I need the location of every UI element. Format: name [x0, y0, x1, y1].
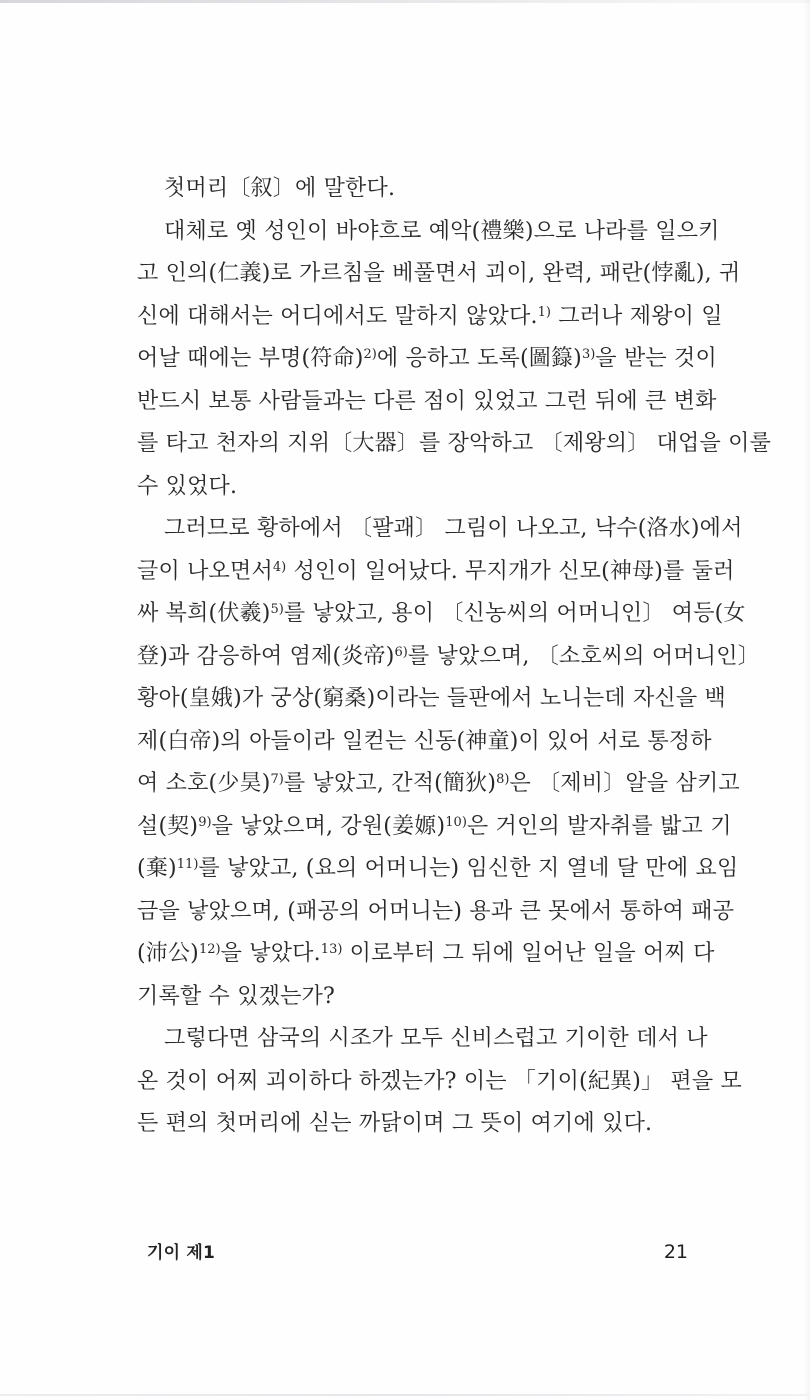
page-footer	[147, 1238, 688, 1263]
footnote-ref: 11)	[176, 857, 199, 872]
text-line: 신에 대해서는 어디에서도 말하지 않았다.$^{1)}$ 그러나 제왕이 일	[137, 303, 723, 329]
text-line: 싸 복희(伏羲)$^{5)}$를 낳았고, 용이 〔신농씨의 어머니인〕 여등(女	[137, 601, 746, 626]
page-number: 21	[663, 1241, 688, 1263]
running-title: 기이 제1	[147, 1243, 216, 1263]
footnote-ref: 9)	[198, 814, 212, 830]
text-line: 登)과 감응하여 염제(炎帝)$^{6)}$를 낳았으며, 〔소호씨의 어머니인〕	[137, 643, 760, 669]
text-line: 그렇다면 삼국의 시조가 모두 신비스럽고 기이한 데서 나	[164, 1026, 708, 1051]
footnote-ref: 8)	[496, 772, 510, 787]
text-line: 첫머리〔叙〕에 말한다.	[164, 176, 396, 201]
text-line: 대체로 옛 성인이 바야흐로 예악(禮樂)으로 나라를 일으키	[164, 218, 720, 244]
text-line: 어날 때에는 부명(符命)$^{2)}$에 응하고 도록(圖籙)$^{3)}$을 받는 것이	[137, 346, 717, 371]
footnote-ref: 5)	[270, 602, 284, 617]
text-line: 여 소호(少昊)$^{7)}$를 낳았고, 간적(簡狄)$^{8)}$은 〔제비〕알을 삼키고	[137, 771, 740, 796]
footnote-ref: 2)	[363, 347, 377, 362]
text-line: 금을 낳았으며, (패공의 어머니는) 용과 큰 못에서 통하여 패공	[137, 898, 735, 924]
text-line: (棄)$^{11)}$를 낳았고, (요의 어머니는) 임신한 지 열네 달 만에 요임	[137, 856, 739, 881]
text-line: 수 있었다.	[137, 473, 238, 499]
text-line: 제(白帝)의 아들이라 일컫는 신동(神童)이 있어 서로 통정하	[137, 728, 712, 754]
text-line: 를 타고 천자의 지위〔大器〕를 장악하고 〔제왕의〕 대업을 이룰	[137, 431, 772, 456]
footnote-ref: 12)	[198, 942, 221, 957]
text-line: 고 인의(仁義)로 가르침을 베풀면서 괴이, 완력, 패란(悖亂), 귀	[137, 261, 741, 286]
text-line: 글이 나오면서$^{4)}$ 성인이 일어났다. 무지개가 신모(神母)를 둘러	[137, 558, 735, 584]
text-line: 그러므로 황하에서 〔팔괘〕 그림이 나오고, 낙수(洛水)에서	[164, 516, 743, 541]
footnote-ref: 6)	[394, 644, 408, 660]
footnote-ref: 1)	[537, 304, 551, 320]
text-line: 기록할 수 있겠는가?	[137, 983, 335, 1009]
footnote-ref: 7)	[270, 772, 284, 787]
text-line: 반드시 보통 사람들과는 다른 점이 있었고 그런 뒤에 큰 변화	[137, 388, 717, 414]
text-line: 온 것이 어찌 괴이하다 하겠는가? 이는 「기이(紀異)」 편을 모	[137, 1068, 742, 1094]
footnote-ref: 10)	[445, 814, 467, 830]
scan-edge-top	[0, 0, 810, 3]
footnote-ref: 13)	[320, 942, 343, 957]
text-line: 황아(皇娥)가 궁상(窮桑)이라는 들판에서 노니는데 자신을 백	[137, 686, 726, 711]
text-line: (沛公)$^{12)}$을 낳았다.$^{13)}$ 이로부터 그 뒤에 일어난 일을 어찌 다	[137, 941, 715, 966]
scan-edge-bottom	[0, 1394, 810, 1396]
text-line: 든 편의 첫머리에 싣는 까닭이며 그 뜻이 여기에 있다.	[137, 1111, 653, 1136]
scan-edge-right	[803, 0, 810, 1400]
footnote-ref: 4)	[272, 559, 287, 575]
footnote-ref: 3)	[581, 347, 596, 362]
text-line: 설(契)$^{9)}$을 낳았으며, 강원(姜嫄)$^{10)}$은 거인의 발자취를 밟고 기	[137, 813, 732, 839]
body-text	[137, 168, 772, 1146]
